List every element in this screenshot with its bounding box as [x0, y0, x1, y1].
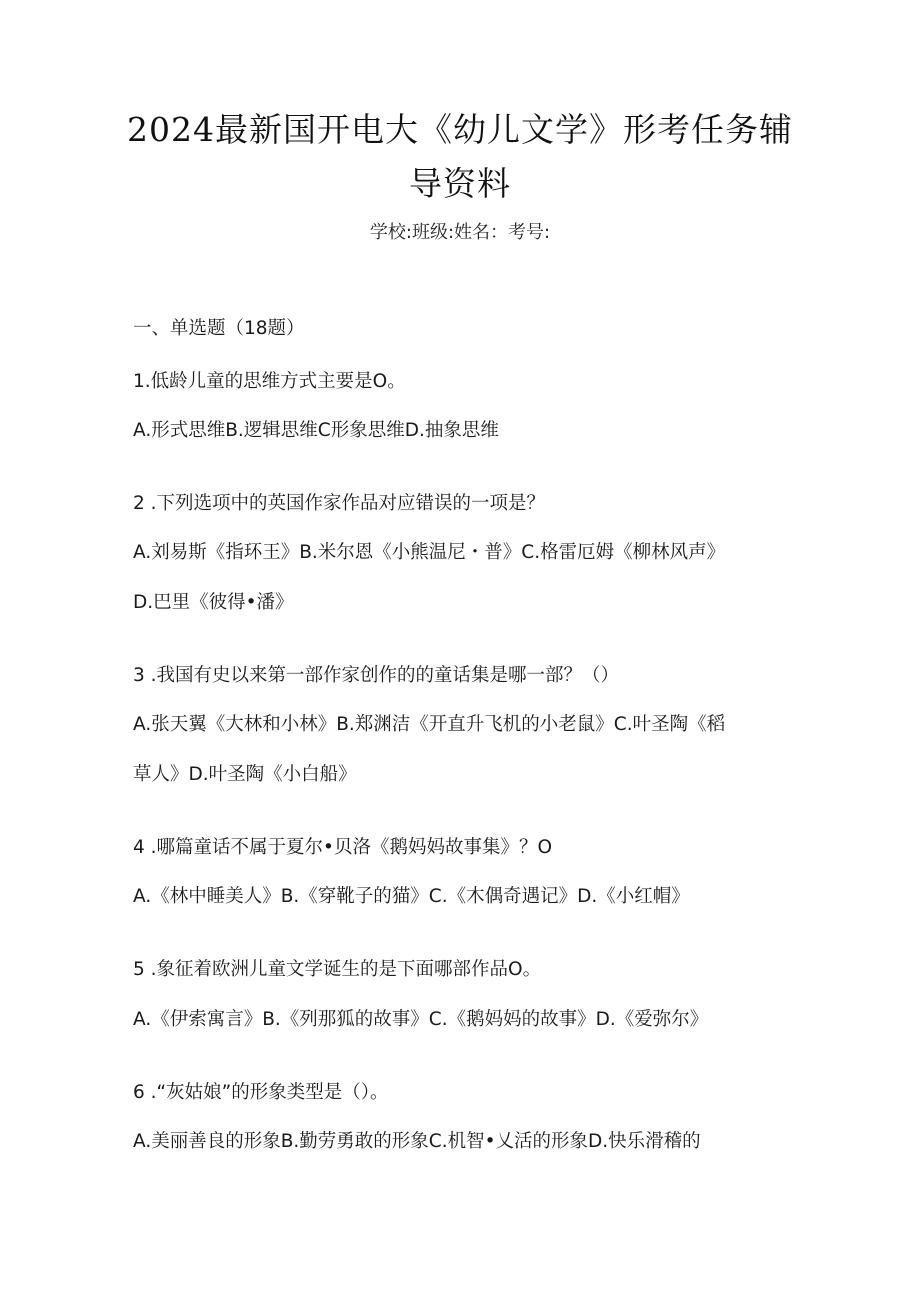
question-5-stem: 5 .象征着欧洲儿童文学诞生的是下面哪部作品O。 — [133, 959, 542, 980]
question-6-options: A.美丽善良的形象B.勤劳勇敢的形象C.机智•乂活的形象D.快乐滑稽的 — [133, 1131, 701, 1152]
question-2-options: A.刘易斯《指环王》B.米尔恩《小熊温尼・普》C.格雷厄姆《柳林风声》 — [133, 542, 726, 563]
question-1-stem: 1.低龄儿童的思维方式主要是O。 — [133, 371, 406, 392]
document-title-line-2: 导资料 — [409, 164, 511, 203]
question-4-stem: 4 .哪篇童话不属于夏尔•贝洛《鹅妈妈故事集》？O — [133, 837, 553, 858]
question-5-options: A.《伊索寓言》B.《列那狐的故事》C.《鹅妈妈的故事》D.《爱弥尔》 — [133, 1009, 709, 1030]
question-2-options-cont: D.巴里《彼得•潘》 — [133, 592, 294, 613]
document-title-line-1: 2024最新国开电大《幼儿文学》形考任务辅 — [127, 110, 793, 149]
question-3-options-cont: 草人》D.叶圣陶《小白船》 — [133, 764, 357, 785]
question-3-stem: 3 .我国有史以来第一部作家创作的的童话集是哪一部？（） — [133, 665, 620, 686]
question-3-options: A.张天翼《大林和小林》B.郑渊洁《开直升飞机的小老鼠》C.叶圣陶《稻 — [133, 714, 726, 735]
question-2-stem: 2 .下列选项中的英国作家作品对应错误的一项是？ — [133, 493, 546, 514]
question-6-stem: 6 .“灰姑娘”的形象类型是（）。 — [133, 1082, 389, 1103]
question-4-options: A.《林中睡美人》B.《穿靴子的猫》C.《木偶奇遇记》D.《小红帽》 — [133, 886, 690, 907]
section-heading: 一、单选题（18题） — [133, 318, 305, 339]
question-1-options: A.形式思维B.逻辑思维C形象思维D.抽象思维 — [133, 420, 499, 441]
student-info-line: 学校:班级:姓名：考号: — [369, 222, 551, 243]
